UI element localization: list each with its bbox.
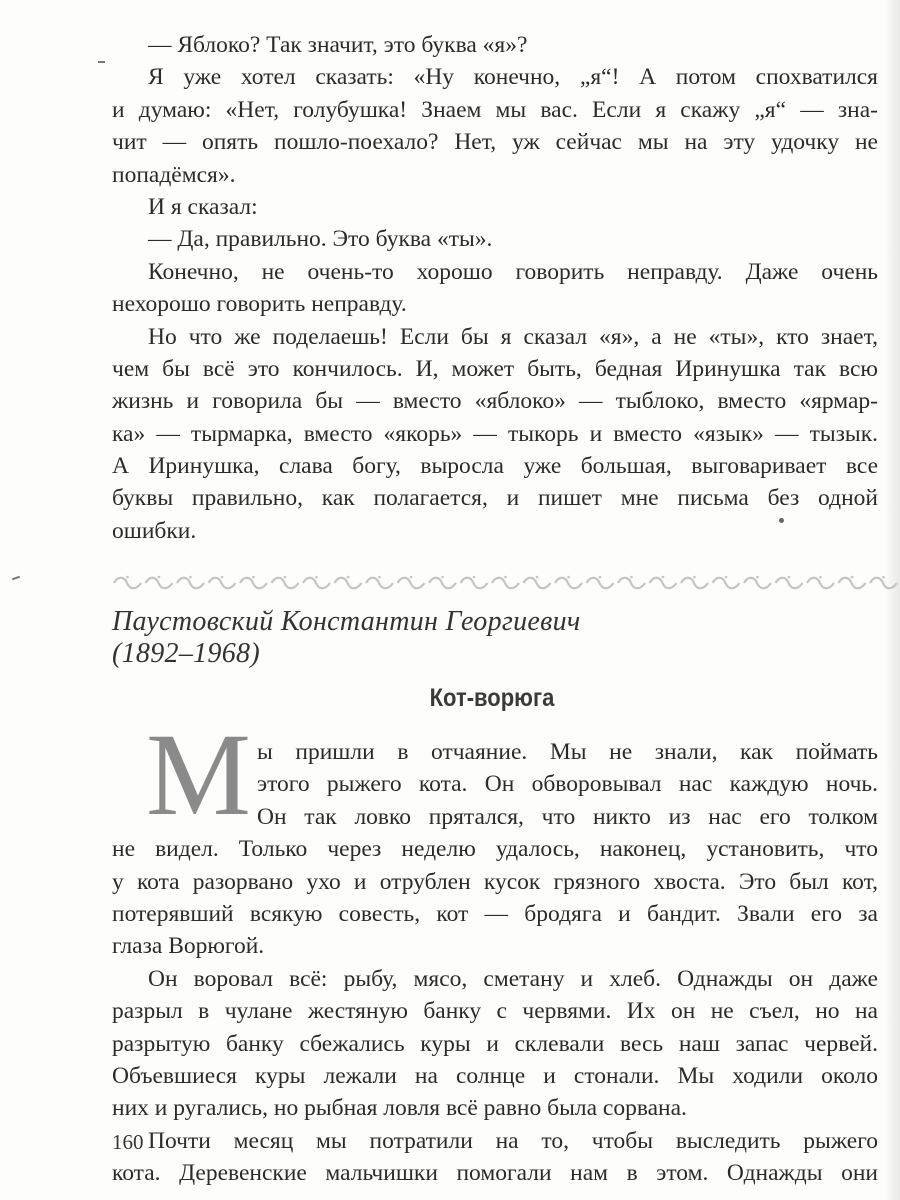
text-line: у кота разорвано ухо и отрублен кусок грязного хвоста. Это был кот, bbox=[112, 868, 878, 895]
text-line: — Да, правильно. Это буква «ты». bbox=[148, 226, 493, 253]
text-line: и думаю: «Нет, голубушка! Знаем мы вас. Если я скажу „я“ — зна- bbox=[112, 96, 878, 123]
ornament-swirl bbox=[807, 578, 834, 589]
ornament-dot bbox=[378, 576, 381, 579]
ornament-swirl bbox=[492, 578, 519, 589]
ornament-dot bbox=[788, 576, 791, 579]
ornament-dot bbox=[882, 576, 885, 579]
text-line: не видел. Только через неделю удалось, наконец, установить, что bbox=[112, 836, 878, 863]
ornament-swirl bbox=[776, 578, 803, 589]
ornament-dot bbox=[221, 576, 224, 579]
scan-speck bbox=[98, 61, 105, 63]
text-line: Конечно, не очень-то хорошо говорить неправду. Даже очень bbox=[148, 258, 878, 285]
previous-story-text bbox=[112, 29, 878, 547]
ornament-dot bbox=[410, 576, 413, 579]
text-line: нехорошо говорить неправду. bbox=[112, 291, 407, 318]
ornament-dot bbox=[851, 576, 854, 579]
text-line: И я сказал: bbox=[148, 193, 258, 220]
ornament-swirl bbox=[366, 578, 393, 589]
text-line: А Иринушка, слава богу, выросла уже большая, выговаривает все bbox=[112, 453, 878, 480]
ornament-dot bbox=[347, 576, 350, 579]
decorative-ornament-divider bbox=[112, 574, 900, 592]
text-line: разрыл в чулане жестяную банку с червями. Их он не съел, но на bbox=[112, 998, 878, 1025]
text-line: кота. Деревенские мальчишки помогали нам в этом. Однажды они bbox=[112, 1160, 878, 1187]
ornament-swirl bbox=[744, 578, 771, 589]
ornament-dot bbox=[126, 576, 129, 579]
ornament-dot bbox=[504, 576, 507, 579]
ornament-dot bbox=[662, 576, 665, 579]
ornament-swirl bbox=[303, 578, 330, 589]
ornament-dot bbox=[630, 576, 633, 579]
drop-cap: М bbox=[146, 709, 251, 840]
ornament-swirl bbox=[870, 578, 897, 589]
ornament-dot bbox=[536, 576, 539, 579]
author-name: Паустовский Константин Георгиевич bbox=[112, 606, 581, 637]
scan-speck bbox=[12, 576, 20, 581]
text-line: — Яблоко? Так значит, это буква «я»? bbox=[148, 32, 528, 58]
ornament-swirl bbox=[177, 578, 204, 589]
ornament-swirl bbox=[114, 578, 141, 589]
text-line: разрытую банку сбежались куры и склевали весь наш запас червей. bbox=[112, 1030, 878, 1057]
story-text bbox=[112, 736, 878, 1189]
ornament-dot bbox=[819, 576, 822, 579]
author-years: (1892–1968) bbox=[112, 638, 260, 669]
ornament-swirl bbox=[839, 578, 866, 589]
ornament-dot bbox=[567, 576, 570, 579]
text-line: буквы правильно, как полагается, и пишет мне письма без одной bbox=[112, 485, 878, 512]
text-line: Но что же поделаешь! Если бы я сказал «я», а не «ты», кто знает, bbox=[148, 323, 878, 350]
text-line: Почти месяц мы потратили на то, чтобы выследить рыжего bbox=[148, 1127, 878, 1154]
ornament-swirl bbox=[587, 578, 614, 589]
ornament-dot bbox=[252, 576, 255, 579]
ornament-dot bbox=[284, 576, 287, 579]
text-line: Объевшиеся куры лежали на солнце и стонали. Мы ходили около bbox=[112, 1062, 878, 1089]
ornament-dot bbox=[756, 576, 759, 579]
ornament-dot bbox=[158, 576, 161, 579]
text-line: попадёмся». bbox=[112, 161, 236, 188]
ornament-dot bbox=[441, 576, 444, 579]
ornament-swirl bbox=[240, 578, 267, 589]
ornament-dot bbox=[473, 576, 476, 579]
text-line: жизнь и говорила бы — вместо «яблоко» — тыблоко, вместо «ярмар- bbox=[112, 388, 878, 415]
text-line: этого рыжего кота. Он обворовывал нас каждую ночь. bbox=[257, 771, 878, 798]
ornament-swirl bbox=[335, 578, 362, 589]
ornament-swirl bbox=[398, 578, 425, 589]
ornament-swirl bbox=[555, 578, 582, 589]
text-line: Я уже хотел сказать: «Ну конечно, „я“! А потом спохватился bbox=[148, 64, 878, 91]
text-line: ошибки. bbox=[112, 517, 197, 544]
ornament-swirl bbox=[146, 578, 173, 589]
page-number: 160 bbox=[112, 1130, 144, 1154]
text-line: Он так ловко прятался, что никто из нас его толком bbox=[257, 803, 878, 830]
ornament-dot bbox=[725, 576, 728, 579]
ornament-swirl bbox=[272, 578, 299, 589]
ornament-swirl bbox=[681, 578, 708, 589]
ornament-swirl bbox=[618, 578, 645, 589]
ornament-swirl bbox=[524, 578, 551, 589]
ornament-swirl bbox=[461, 578, 488, 589]
text-line: потерявший всякую совесть, кот — бродяга и бандит. Звали его за bbox=[112, 900, 878, 927]
ornament-swirl bbox=[429, 578, 456, 589]
ornament-dot bbox=[693, 576, 696, 579]
ornament-swirl bbox=[650, 578, 677, 589]
story-title: Кот-ворюга bbox=[429, 684, 555, 712]
ornament-dot bbox=[189, 576, 192, 579]
page-edge-shadow bbox=[884, 0, 900, 1200]
text-line: ы пришли в отчаяние. Мы не знали, как поймать bbox=[257, 739, 878, 765]
text-line: ка» — тырмарка, вместо «якорь» — тыкорь и вместо «язык» — тызык. bbox=[112, 420, 878, 447]
text-line: чит — опять пошло-поехало? Нет, уж сейчас мы на эту удочку не bbox=[112, 129, 878, 156]
ornament-swirl bbox=[713, 578, 740, 589]
text-line: Он воровал всё: рыбу, мясо, сметану и хлеб. Однажды он даже bbox=[148, 965, 878, 992]
text-line: них и ругались, но рыбная ловля всё равно была сорвана. bbox=[112, 1095, 687, 1122]
ornament-dot bbox=[315, 576, 318, 579]
text-line: чем бы всё это кончилось. И, может быть, бедная Иринушка так всю bbox=[112, 355, 878, 382]
ornament-dot bbox=[599, 576, 602, 579]
ornament-swirl bbox=[209, 578, 236, 589]
text-line: глаза Ворюгой. bbox=[112, 933, 265, 960]
